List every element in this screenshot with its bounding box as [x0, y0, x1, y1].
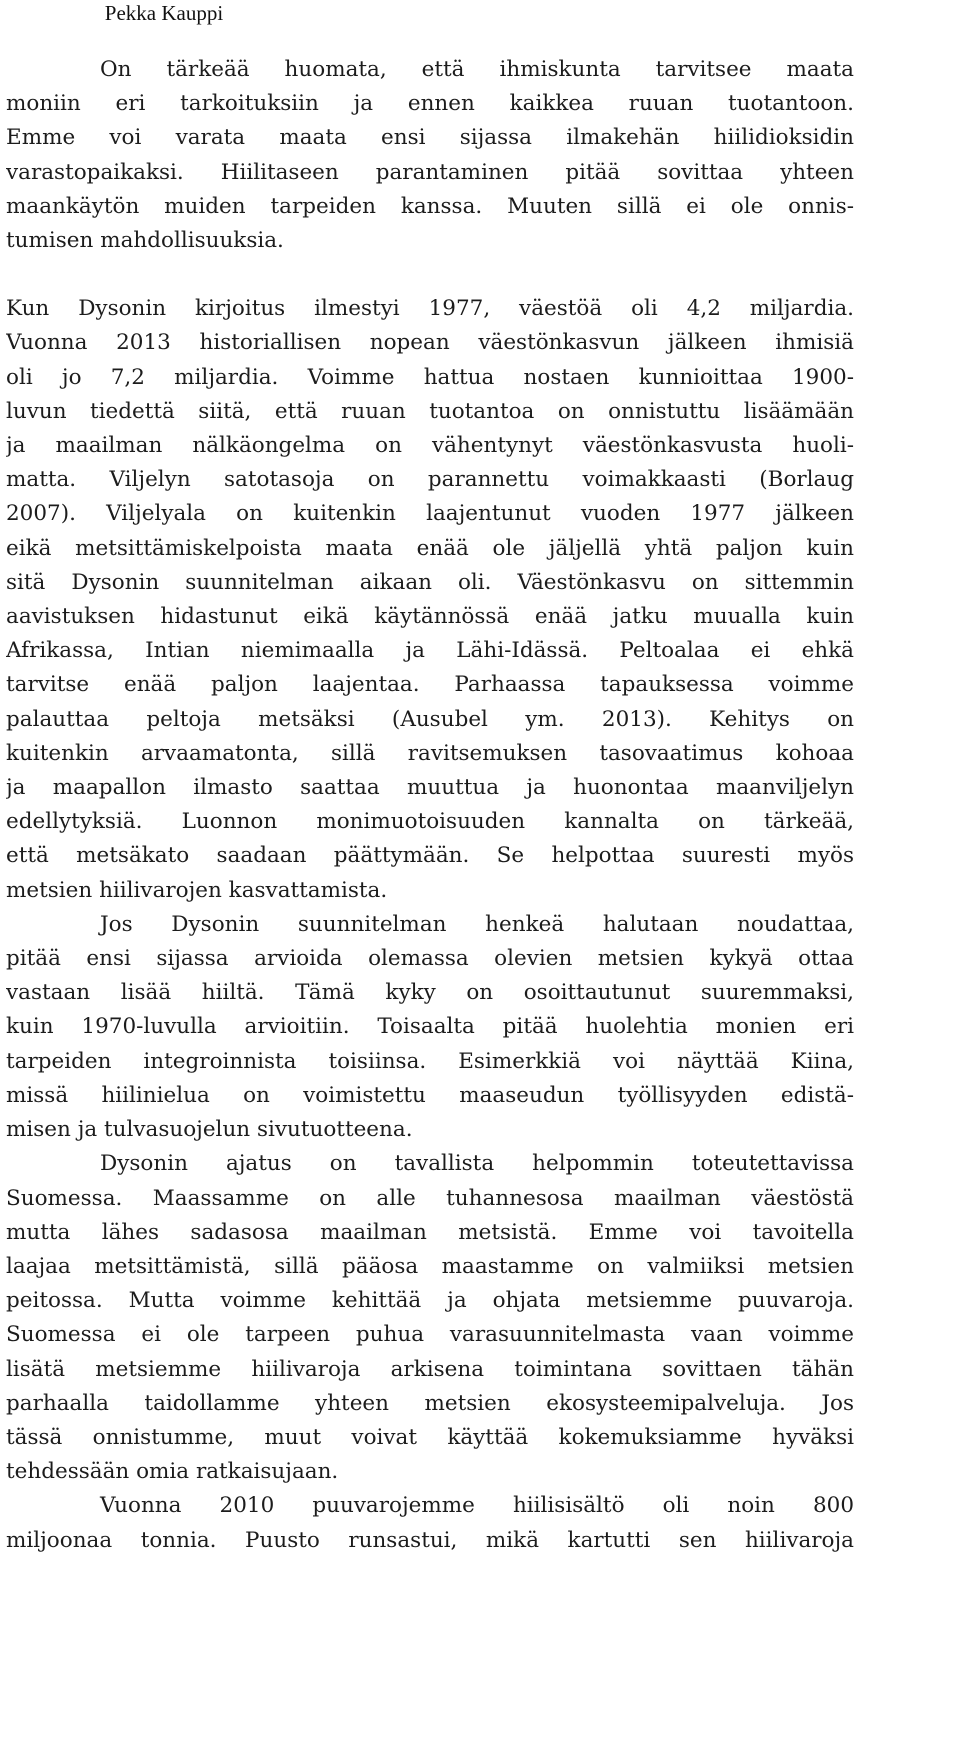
text-line: pitää ensi sijassa arvioida olemassa olevien metsien kykyä ottaa	[6, 946, 854, 972]
text-line: miljoonaa tonnia. Puusto runsastui, mikä kartutti sen hiilivaroja	[6, 1527, 854, 1553]
text-line: tumisen mahdollisuuksia.	[6, 228, 284, 254]
text-line: vastaan lisää hiiltä. Tämä kyky on osoittautunut suuremmaksi,	[6, 980, 854, 1006]
paragraph-2	[6, 292, 854, 908]
text-line: ja maapallon ilmasto saattaa muuttua ja huonontaa maanviljelyn	[6, 775, 854, 801]
running-header	[0, 0, 588, 53]
text-line: tarvitse enää paljon laajentaa. Parhaassa tapauksessa voimme	[6, 672, 854, 698]
text-line: tässä onnistumme, muut voivat käyttää kokemuksiamme hyväksi	[6, 1424, 854, 1450]
text-line: kuitenkin arvaamatonta, sillä ravitsemuksen tasovaatimus kohoaa	[6, 740, 854, 766]
text-line: laajaa metsittämistä, sillä pääosa maastamme on valmiiksi metsien	[6, 1253, 854, 1279]
paragraph-1	[6, 53, 854, 258]
text-line: 2007). Viljelyala on kuitenkin laajentunut vuoden 1977 jälkeen	[6, 501, 854, 527]
header-author: Pekka Kauppi	[104, 1, 224, 25]
text-line: palauttaa peltoja metsäksi (Ausubel ym. 2013). Kehitys on	[6, 706, 854, 732]
text-line: varastopaikaksi. Hiilitaseen parantaminen pitää sovittaa yhteen	[6, 159, 854, 185]
text-line: tarpeiden integroinnista toisiinsa. Esimerkkiä voi näyttää Kiina,	[6, 1048, 854, 1074]
text-line: mutta lähes sadasosa maailman metsistä. Emme voi tavoitella	[6, 1219, 854, 1245]
text-line: moniin eri tarkoituksiin ja ennen kaikkea ruuan tuotantoon.	[6, 91, 854, 117]
text-line: Emme voi varata maata ensi sijassa ilmakehän hiilidioksidin	[6, 125, 854, 151]
document-body	[6, 53, 854, 1558]
text-line: oli jo 7,2 miljardia. Voimme hattua nostaen kunnioittaa 1900-	[6, 364, 854, 390]
text-line: aavistuksen hidastunut eikä käytännössä enää jatku muualla kuin	[6, 604, 854, 630]
text-line: Afrikassa, Intian niemimaalla ja Lähi-Idässä. Peltoalaa ei ehkä	[6, 638, 854, 664]
text-line: maankäytön muiden tarpeiden kanssa. Muuten sillä ei ole onnis-	[6, 193, 854, 219]
text-line: matta. Viljelyn satotasoja on parannettu voimakkaasti (Borlaug	[6, 467, 854, 493]
text-line: Suomessa ei ole tarpeen puhua varasuunnitelmasta vaan voimme	[6, 1322, 854, 1348]
text-line: lisätä metsiemme hiilivaroja arkisena toimintana sovittaen tähän	[6, 1356, 854, 1382]
text-line: sitä Dysonin suunnitelman aikaan oli. Väestönkasvu on sittemmin	[6, 569, 854, 595]
text-line: misen ja tulvasuojelun sivutuotteena.	[6, 1117, 413, 1143]
text-line: luvun tiedettä siitä, että ruuan tuotantoa on onnistuttu lisäämään	[6, 398, 854, 424]
text-line: että metsäkato saadaan päättymään. Se helpottaa suuresti myös	[6, 843, 854, 869]
text-line: metsien hiilivarojen kasvattamista.	[6, 877, 388, 903]
paragraph-gap	[6, 258, 854, 292]
paragraph-5	[6, 1489, 854, 1557]
paragraph-4	[6, 1147, 854, 1489]
text-line: missä hiilinielua on voimistettu maaseudun työllisyyden edistä-	[6, 1082, 854, 1108]
text-line: edellytyksiä. Luonnon monimuotoisuuden kannalta on tärkeää,	[6, 809, 854, 835]
text-line: tehdessään omia ratkaisujaan.	[6, 1459, 339, 1485]
text-line: kuin 1970-luvulla arvioitiin. Toisaalta pitää huolehtia monien eri	[6, 1014, 854, 1040]
text-line: On tärkeää huomata, että ihmiskunta tarvitsee maata	[100, 57, 854, 82]
text-line: eikä metsittämiskelpoista maata enää ole jäljellä yhtä paljon kuin	[6, 535, 854, 561]
text-line: ja maailman nälkäongelma on vähentynyt väestönkasvusta huoli-	[6, 433, 854, 459]
document-page	[6, 0, 854, 1558]
paragraph-3	[6, 908, 854, 1147]
text-line: Dysonin ajatus on tavallista helpommin toteutettavissa	[100, 1151, 854, 1177]
text-line: peitossa. Mutta voimme kehittää ja ohjata metsiemme puuvaroja.	[6, 1288, 854, 1314]
text-line: Vuonna 2013 historiallisen nopean väestönkasvun jälkeen ihmisiä	[6, 330, 854, 356]
text-line: parhaalla taidollamme yhteen metsien ekosysteemipalveluja. Jos	[6, 1390, 854, 1416]
text-line: Vuonna 2010 puuvarojemme hiilisisältö oli noin 800	[100, 1493, 854, 1519]
text-line: Kun Dysonin kirjoitus ilmestyi 1977, väestöä oli 4,2 miljardia.	[6, 296, 854, 322]
text-line: Jos Dysonin suunnitelman henkeä halutaan noudattaa,	[100, 911, 854, 937]
text-line: Suomessa. Maassamme on alle tuhannesosa maailman väestöstä	[6, 1185, 854, 1211]
